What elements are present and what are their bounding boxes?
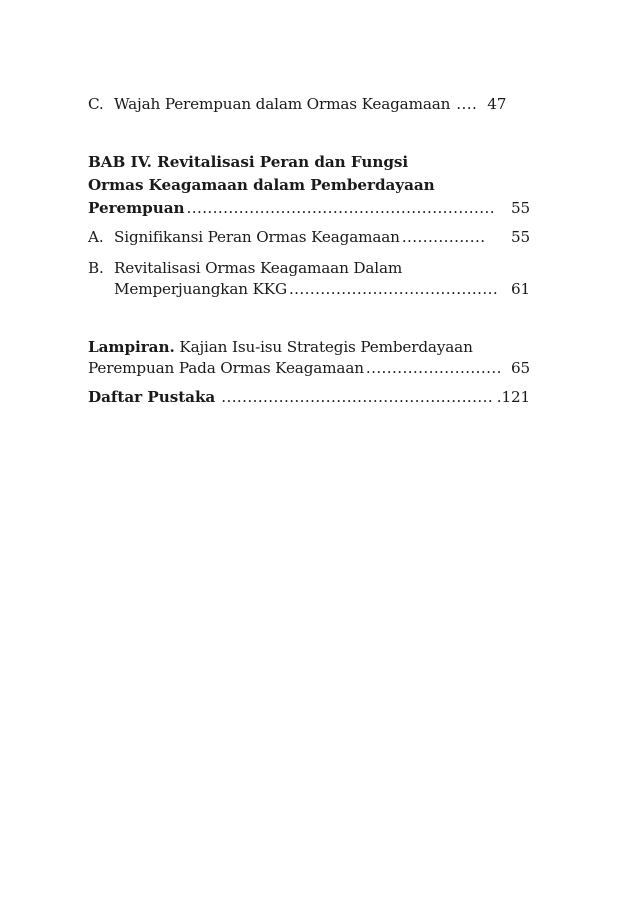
toc-entry-a-leader: ................ [401, 228, 486, 246]
toc-entry-c-title: Wajah Perempuan dalam Ormas Keagamaan [114, 95, 451, 113]
toc-entry-b-marker: B. [88, 259, 104, 277]
toc-entry-b-page: 61 [510, 280, 530, 298]
toc-entry-c [88, 93, 530, 115]
toc-entry-b-title-line1: Revitalisasi Ormas Keagamaan Dalam [114, 259, 403, 277]
toc-appendix-page: 65 [510, 359, 530, 377]
toc-appendix-title-line1: Kajian Isu-isu Strategis Pemberdayaan [179, 338, 473, 356]
toc-entry-c-leader: .... [456, 95, 478, 113]
toc-entry-b-title-line2: Memperjuangkan KKG [114, 280, 287, 298]
toc-entry-a-page: 55 [510, 228, 530, 246]
toc-chapter-4-page: 55 [510, 199, 530, 217]
toc-entry-a [88, 226, 530, 248]
toc-bibliography-entry [88, 386, 530, 408]
toc-bibliography-leader: .................................................... [221, 388, 494, 406]
toc-chapter-4-title-line2: Ormas Keagamaan dalam Pemberdayaan [88, 176, 435, 194]
toc-appendix-leader: .......................... [365, 359, 502, 377]
toc-entry-a-marker: A. [88, 228, 104, 246]
toc-appendix-entry [88, 357, 530, 379]
toc-entry-b-leader: ........................................ [288, 280, 499, 298]
toc-bibliography-page: .121 [496, 388, 530, 406]
toc-appendix-title-line2: Perempuan Pada Ormas Keagamaan [88, 359, 364, 377]
toc-entry-c-page: 47 [487, 95, 507, 113]
toc-appendix-label: Lampiran. [88, 338, 175, 356]
toc-appendix-line1 [88, 336, 530, 358]
toc-chapter-4-title-line1: BAB IV. Revitalisasi Peran dan Fungsi [88, 153, 409, 171]
toc-entry-c-marker: C. [88, 95, 104, 113]
toc-chapter-4-leader: ........................................................... [186, 199, 495, 217]
toc-bibliography-label: Daftar Pustaka [88, 388, 216, 406]
toc-entry-b-line1 [88, 257, 530, 279]
toc-chapter-4-title-line3: Perempuan [88, 199, 185, 217]
toc-entry-a-title: Signifikansi Peran Ormas Keagamaan [114, 228, 400, 246]
toc-chapter-4-entry [88, 197, 530, 219]
toc-entry-b [88, 278, 530, 300]
